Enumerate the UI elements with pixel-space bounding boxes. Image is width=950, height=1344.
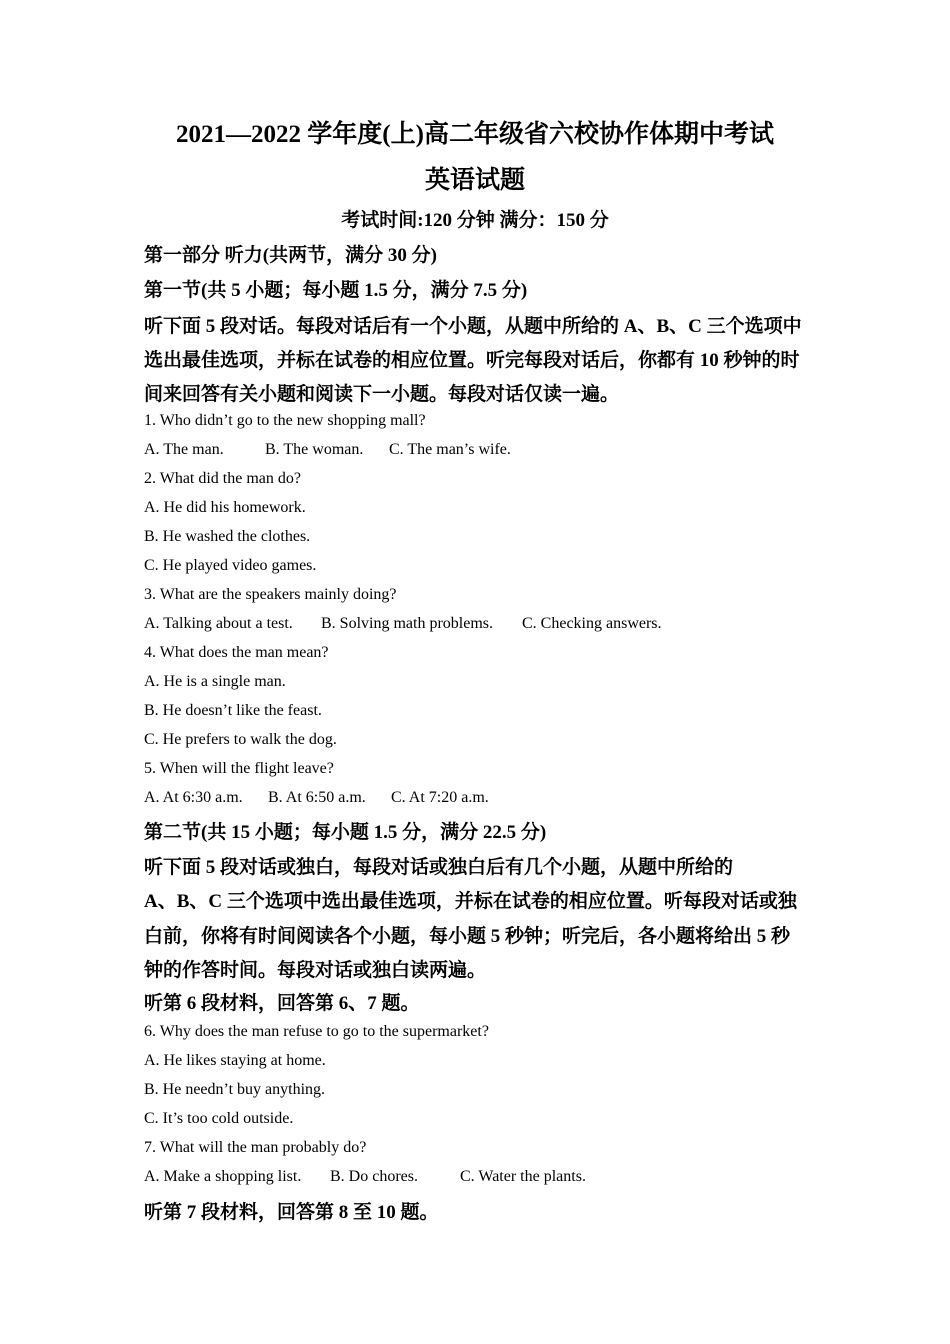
option-c: C. Checking answers. [522,615,662,632]
instruction-line: 听下面 5 段对话或独白，每段对话或独白后有几个小题，从题中所给的 [144,857,734,878]
part1-heading: 第一部分 听力(共两节，满分 30 分) [144,245,437,266]
option-c: C. The man’s wife. [389,441,511,458]
option-c: C. He played video games. [144,557,317,574]
question-6: 6. Why does the man refuse to go to the supermarket? [144,1023,489,1040]
instruction-line: 选出最佳选项，并标在试卷的相应位置。听完每段对话后，你都有 10 秒钟的时 [144,350,800,371]
option-b: B. He doesn’t like the feast. [144,702,322,719]
option-c: C. It’s too cold outside. [144,1110,294,1127]
option-b: B. Solving math problems. [321,615,493,632]
option-a: A. He is a single man. [144,673,286,690]
option-c: C. He prefers to walk the dog. [144,731,337,748]
option-a: A. Make a shopping list. [144,1168,302,1185]
question-7: 7. What will the man probably do? [144,1139,367,1156]
question-2: 2. What did the man do? [144,470,301,487]
subject-title: 英语试题 [424,167,525,194]
question-1: 1. Who didn’t go to the new shopping mall? [144,412,426,429]
option-a: A. At 6:30 a.m. [144,789,243,806]
material-6-heading: 听第 6 段材料，回答第 6、7 题。 [144,993,420,1014]
instruction-line: 间来回答有关小题和阅读下一小题。每段对话仅读一遍。 [144,384,620,405]
option-a: A. Talking about a test. [144,615,293,632]
instruction-line: A、B、C 三个选项中选出最佳选项，并标在试卷的相应位置。听每段对话或独 [144,891,797,912]
option-b: B. The woman. [265,441,364,458]
question-3-options [144,615,662,633]
option-a: A. The man. [144,441,224,458]
section2-heading: 第二节(共 15 小题；每小题 1.5 分，满分 22.5 分) [144,822,547,843]
material-7-heading: 听第 7 段材料，回答第 8 至 10 题。 [144,1202,439,1223]
question-3: 3. What are the speakers mainly doing? [144,586,397,603]
question-5: 5. When will the flight leave? [144,760,334,777]
option-a: A. He likes staying at home. [144,1052,326,1069]
option-b: B. He washed the clothes. [144,528,311,545]
option-b: B. At 6:50 a.m. [268,789,366,806]
exam-title: 2021—2022 学年度(上)高二年级省六校协作体期中考试 [176,121,774,148]
question-5-options [144,789,489,807]
question-4: 4. What does the man mean? [144,644,329,661]
instruction-line: 钟的作答时间。每段对话或独白读两遍。 [144,960,487,981]
section1-heading: 第一节(共 5 小题；每小题 1.5 分，满分 7.5 分) [144,280,528,301]
exam-info: 考试时间:120 分钟 满分：150 分 [341,210,609,231]
question-7-options [144,1168,586,1186]
option-c: C. Water the plants. [460,1168,586,1185]
instruction-line: 听下面 5 段对话。每段对话后有一个小题，从题中所给的 A、B、C 三个选项中 [144,316,802,337]
option-b: B. He needn’t buy anything. [144,1081,326,1098]
option-a: A. He did his homework. [144,499,306,516]
option-b: B. Do chores. [330,1168,418,1185]
instruction-line: 白前，你将有时间阅读各个小题，每小题 5 秒钟；听完后，各小题将给出 5 秒 [144,926,791,947]
question-1-options [144,441,511,459]
option-c: C. At 7:20 a.m. [391,789,489,806]
